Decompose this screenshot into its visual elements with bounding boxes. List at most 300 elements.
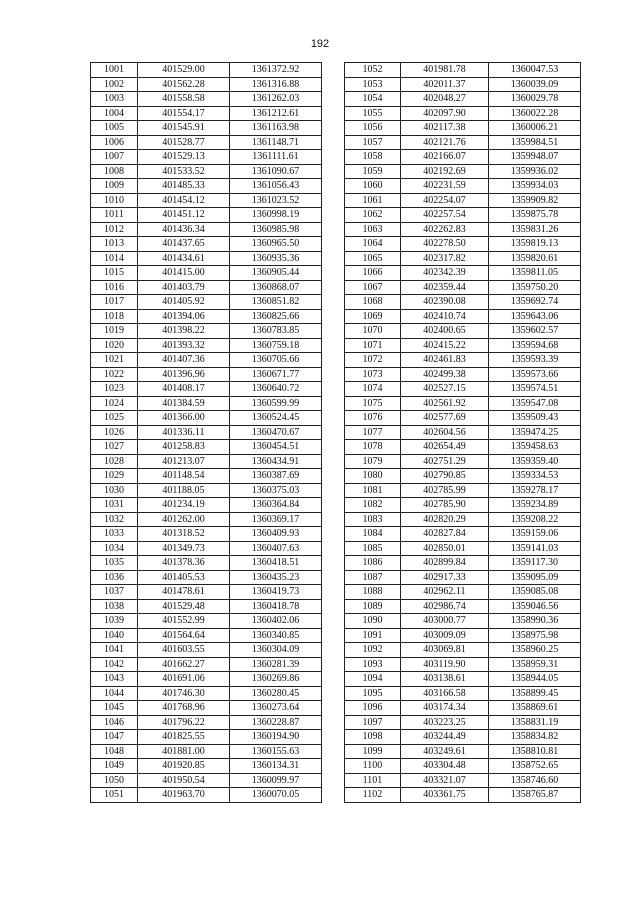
table-row <box>91 556 322 571</box>
table-row <box>91 686 322 701</box>
table-row <box>91 599 322 614</box>
point-number-cell: 1066 <box>345 266 401 281</box>
table-row <box>91 585 322 600</box>
point-number-cell: 1001 <box>91 63 138 78</box>
point-number-cell: 1062 <box>345 208 401 223</box>
point-number-cell: 1086 <box>345 556 401 571</box>
table-row <box>345 179 581 194</box>
table-row <box>345 440 581 455</box>
x-coordinate-cell: 402827.84 <box>401 527 489 542</box>
table-row <box>91 527 322 542</box>
point-number-cell: 1089 <box>345 599 401 614</box>
point-number-cell: 1070 <box>345 324 401 339</box>
y-coordinate-cell: 1360435.23 <box>230 570 322 585</box>
table-row <box>345 121 581 136</box>
table-row <box>91 92 322 107</box>
x-coordinate-cell: 403166.58 <box>401 686 489 701</box>
y-coordinate-cell: 1359159.06 <box>489 527 581 542</box>
y-coordinate-cell: 1360419.73 <box>230 585 322 600</box>
table-row <box>345 628 581 643</box>
y-coordinate-cell: 1360070.05 <box>230 788 322 803</box>
point-number-cell: 1047 <box>91 730 138 745</box>
y-coordinate-cell: 1360155.63 <box>230 744 322 759</box>
table-row <box>345 730 581 745</box>
point-number-cell: 1092 <box>345 643 401 658</box>
y-coordinate-cell: 1359474.25 <box>489 425 581 440</box>
x-coordinate-cell: 402899.84 <box>401 556 489 571</box>
table-row <box>91 454 322 469</box>
point-number-cell: 1024 <box>91 396 138 411</box>
y-coordinate-cell: 1359934.03 <box>489 179 581 194</box>
point-number-cell: 1056 <box>345 121 401 136</box>
point-number-cell: 1019 <box>91 324 138 339</box>
table-row <box>345 208 581 223</box>
table-row <box>91 469 322 484</box>
table-row <box>345 382 581 397</box>
x-coordinate-cell: 401796.22 <box>138 715 230 730</box>
x-coordinate-cell: 401213.07 <box>138 454 230 469</box>
y-coordinate-cell: 1361212.61 <box>230 106 322 121</box>
table-row <box>91 164 322 179</box>
x-coordinate-cell: 401407.36 <box>138 353 230 368</box>
y-coordinate-cell: 1358752.65 <box>489 759 581 774</box>
coordinates-table-left <box>90 62 322 803</box>
y-coordinate-cell: 1360935.36 <box>230 251 322 266</box>
table-row <box>91 614 322 629</box>
y-coordinate-cell: 1360985.98 <box>230 222 322 237</box>
table-row <box>345 512 581 527</box>
y-coordinate-cell: 1359984.51 <box>489 135 581 150</box>
point-number-cell: 1042 <box>91 657 138 672</box>
point-number-cell: 1049 <box>91 759 138 774</box>
x-coordinate-cell: 401528.77 <box>138 135 230 150</box>
y-coordinate-cell: 1360905.44 <box>230 266 322 281</box>
x-coordinate-cell: 402400.65 <box>401 324 489 339</box>
table-row <box>91 773 322 788</box>
table-row <box>345 367 581 382</box>
y-coordinate-cell: 1360868.07 <box>230 280 322 295</box>
y-coordinate-cell: 1359117.30 <box>489 556 581 571</box>
table-row <box>345 773 581 788</box>
x-coordinate-cell: 402986.74 <box>401 599 489 614</box>
point-number-cell: 1012 <box>91 222 138 237</box>
y-coordinate-cell: 1360454.51 <box>230 440 322 455</box>
table-row <box>345 266 581 281</box>
x-coordinate-cell: 401405.92 <box>138 295 230 310</box>
x-coordinate-cell: 402254.07 <box>401 193 489 208</box>
point-number-cell: 1006 <box>91 135 138 150</box>
y-coordinate-cell: 1359819.13 <box>489 237 581 252</box>
x-coordinate-cell: 401454.12 <box>138 193 230 208</box>
point-number-cell: 1074 <box>345 382 401 397</box>
y-coordinate-cell: 1361262.03 <box>230 92 322 107</box>
y-coordinate-cell: 1358869.61 <box>489 701 581 716</box>
x-coordinate-cell: 402097.90 <box>401 106 489 121</box>
y-coordinate-cell: 1360851.82 <box>230 295 322 310</box>
table-row <box>91 280 322 295</box>
y-coordinate-cell: 1359208.22 <box>489 512 581 527</box>
y-coordinate-cell: 1360409.93 <box>230 527 322 542</box>
point-number-cell: 1095 <box>345 686 401 701</box>
table-row <box>91 788 322 803</box>
x-coordinate-cell: 403321.07 <box>401 773 489 788</box>
y-coordinate-cell: 1360759.18 <box>230 338 322 353</box>
point-number-cell: 1094 <box>345 672 401 687</box>
y-coordinate-cell: 1359831.26 <box>489 222 581 237</box>
y-coordinate-cell: 1360418.78 <box>230 599 322 614</box>
point-number-cell: 1088 <box>345 585 401 600</box>
point-number-cell: 1096 <box>345 701 401 716</box>
point-number-cell: 1020 <box>91 338 138 353</box>
point-number-cell: 1097 <box>345 715 401 730</box>
table-row <box>91 730 322 745</box>
point-number-cell: 1087 <box>345 570 401 585</box>
table-row <box>345 570 581 585</box>
point-number-cell: 1067 <box>345 280 401 295</box>
y-coordinate-cell: 1359820.61 <box>489 251 581 266</box>
x-coordinate-cell: 401529.13 <box>138 150 230 165</box>
point-number-cell: 1079 <box>345 454 401 469</box>
y-coordinate-cell: 1360039.09 <box>489 77 581 92</box>
table-row <box>345 324 581 339</box>
y-coordinate-cell: 1358765.87 <box>489 788 581 803</box>
point-number-cell: 1099 <box>345 744 401 759</box>
point-number-cell: 1015 <box>91 266 138 281</box>
y-coordinate-cell: 1360047.53 <box>489 63 581 78</box>
y-coordinate-cell: 1360402.06 <box>230 614 322 629</box>
x-coordinate-cell: 403138.61 <box>401 672 489 687</box>
x-coordinate-cell: 401366.00 <box>138 411 230 426</box>
x-coordinate-cell: 402499.38 <box>401 367 489 382</box>
point-number-cell: 1060 <box>345 179 401 194</box>
y-coordinate-cell: 1361372.92 <box>230 63 322 78</box>
x-coordinate-cell: 401336.11 <box>138 425 230 440</box>
point-number-cell: 1101 <box>345 773 401 788</box>
table-row <box>345 251 581 266</box>
y-coordinate-cell: 1360364.84 <box>230 498 322 513</box>
point-number-cell: 1057 <box>345 135 401 150</box>
x-coordinate-cell: 401603.55 <box>138 643 230 658</box>
x-coordinate-cell: 401394.06 <box>138 309 230 324</box>
table-row <box>91 295 322 310</box>
y-coordinate-cell: 1359095.09 <box>489 570 581 585</box>
table-row <box>345 585 581 600</box>
table-row <box>91 541 322 556</box>
y-coordinate-cell: 1359936.02 <box>489 164 581 179</box>
table-row <box>91 309 322 324</box>
table-row <box>91 759 322 774</box>
table-row <box>345 744 581 759</box>
x-coordinate-cell: 403000.77 <box>401 614 489 629</box>
point-number-cell: 1085 <box>345 541 401 556</box>
x-coordinate-cell: 401262.00 <box>138 512 230 527</box>
point-number-cell: 1039 <box>91 614 138 629</box>
table-row <box>91 498 322 513</box>
x-coordinate-cell: 403069.81 <box>401 643 489 658</box>
y-coordinate-cell: 1358899.45 <box>489 686 581 701</box>
point-number-cell: 1040 <box>91 628 138 643</box>
y-coordinate-cell: 1359909.82 <box>489 193 581 208</box>
x-coordinate-cell: 402192.69 <box>401 164 489 179</box>
point-number-cell: 1003 <box>91 92 138 107</box>
table-row <box>91 121 322 136</box>
point-number-cell: 1025 <box>91 411 138 426</box>
x-coordinate-cell: 402654.49 <box>401 440 489 455</box>
point-number-cell: 1016 <box>91 280 138 295</box>
x-coordinate-cell: 402166.07 <box>401 150 489 165</box>
point-number-cell: 1076 <box>345 411 401 426</box>
point-number-cell: 1017 <box>91 295 138 310</box>
y-coordinate-cell: 1360022.28 <box>489 106 581 121</box>
table-row <box>345 614 581 629</box>
point-number-cell: 1102 <box>345 788 401 803</box>
y-coordinate-cell: 1361023.52 <box>230 193 322 208</box>
point-number-cell: 1080 <box>345 469 401 484</box>
x-coordinate-cell: 401485.33 <box>138 179 230 194</box>
table-row <box>91 657 322 672</box>
y-coordinate-cell: 1359458.63 <box>489 440 581 455</box>
point-number-cell: 1008 <box>91 164 138 179</box>
table-row <box>91 672 322 687</box>
x-coordinate-cell: 402527.15 <box>401 382 489 397</box>
table-row <box>345 672 581 687</box>
x-coordinate-cell: 401258.83 <box>138 440 230 455</box>
x-coordinate-cell: 401393.32 <box>138 338 230 353</box>
y-coordinate-cell: 1359046.56 <box>489 599 581 614</box>
table-row <box>91 222 322 237</box>
table-row <box>91 324 322 339</box>
table-row <box>345 353 581 368</box>
y-coordinate-cell: 1358959.31 <box>489 657 581 672</box>
table-row <box>345 483 581 498</box>
table-row <box>91 628 322 643</box>
x-coordinate-cell: 401981.78 <box>401 63 489 78</box>
y-coordinate-cell: 1360470.67 <box>230 425 322 440</box>
x-coordinate-cell: 401554.17 <box>138 106 230 121</box>
table-row <box>91 353 322 368</box>
point-number-cell: 1028 <box>91 454 138 469</box>
table-row <box>91 266 322 281</box>
x-coordinate-cell: 402785.90 <box>401 498 489 513</box>
x-coordinate-cell: 402751.29 <box>401 454 489 469</box>
table-row <box>345 280 581 295</box>
table-row <box>345 788 581 803</box>
x-coordinate-cell: 401384.59 <box>138 396 230 411</box>
x-coordinate-cell: 402461.83 <box>401 353 489 368</box>
point-number-cell: 1054 <box>345 92 401 107</box>
table-row <box>91 367 322 382</box>
table-row <box>91 701 322 716</box>
y-coordinate-cell: 1360705.66 <box>230 353 322 368</box>
x-coordinate-cell: 402962.11 <box>401 585 489 600</box>
table-row <box>345 193 581 208</box>
table-row <box>345 396 581 411</box>
table-row <box>91 643 322 658</box>
table-row <box>345 599 581 614</box>
y-coordinate-cell: 1358960.25 <box>489 643 581 658</box>
table-row <box>345 686 581 701</box>
table-row <box>91 135 322 150</box>
x-coordinate-cell: 401408.17 <box>138 382 230 397</box>
x-coordinate-cell: 401533.52 <box>138 164 230 179</box>
y-coordinate-cell: 1360783.85 <box>230 324 322 339</box>
point-number-cell: 1048 <box>91 744 138 759</box>
y-coordinate-cell: 1359234.89 <box>489 498 581 513</box>
point-number-cell: 1077 <box>345 425 401 440</box>
y-coordinate-cell: 1359692.74 <box>489 295 581 310</box>
y-coordinate-cell: 1359574.51 <box>489 382 581 397</box>
y-coordinate-cell: 1358975.98 <box>489 628 581 643</box>
y-coordinate-cell: 1360524.45 <box>230 411 322 426</box>
table-row <box>345 92 581 107</box>
x-coordinate-cell: 401148.54 <box>138 469 230 484</box>
y-coordinate-cell: 1360599.99 <box>230 396 322 411</box>
x-coordinate-cell: 402604.56 <box>401 425 489 440</box>
x-coordinate-cell: 402121.76 <box>401 135 489 150</box>
table-row <box>91 396 322 411</box>
point-number-cell: 1093 <box>345 657 401 672</box>
x-coordinate-cell: 403304.48 <box>401 759 489 774</box>
point-number-cell: 1058 <box>345 150 401 165</box>
table-row <box>91 744 322 759</box>
point-number-cell: 1029 <box>91 469 138 484</box>
y-coordinate-cell: 1360418.51 <box>230 556 322 571</box>
point-number-cell: 1059 <box>345 164 401 179</box>
x-coordinate-cell: 402342.39 <box>401 266 489 281</box>
table-row <box>345 63 581 78</box>
x-coordinate-cell: 402917.33 <box>401 570 489 585</box>
point-number-cell: 1005 <box>91 121 138 136</box>
x-coordinate-cell: 401963.70 <box>138 788 230 803</box>
point-number-cell: 1011 <box>91 208 138 223</box>
y-coordinate-cell: 1360998.19 <box>230 208 322 223</box>
x-coordinate-cell: 401825.55 <box>138 730 230 745</box>
y-coordinate-cell: 1359750.20 <box>489 280 581 295</box>
x-coordinate-cell: 401562.28 <box>138 77 230 92</box>
y-coordinate-cell: 1359509.43 <box>489 411 581 426</box>
y-coordinate-cell: 1360273.64 <box>230 701 322 716</box>
y-coordinate-cell: 1360434.91 <box>230 454 322 469</box>
x-coordinate-cell: 402410.74 <box>401 309 489 324</box>
point-number-cell: 1046 <box>91 715 138 730</box>
x-coordinate-cell: 403361.75 <box>401 788 489 803</box>
x-coordinate-cell: 403249.61 <box>401 744 489 759</box>
table-row <box>345 498 581 513</box>
x-coordinate-cell: 401451.12 <box>138 208 230 223</box>
x-coordinate-cell: 402577.69 <box>401 411 489 426</box>
point-number-cell: 1065 <box>345 251 401 266</box>
point-number-cell: 1063 <box>345 222 401 237</box>
y-coordinate-cell: 1359547.08 <box>489 396 581 411</box>
x-coordinate-cell: 401558.58 <box>138 92 230 107</box>
table-row <box>345 237 581 252</box>
table-row <box>345 541 581 556</box>
x-coordinate-cell: 402262.83 <box>401 222 489 237</box>
point-number-cell: 1073 <box>345 367 401 382</box>
y-coordinate-cell: 1359594.68 <box>489 338 581 353</box>
x-coordinate-cell: 402117.38 <box>401 121 489 136</box>
point-number-cell: 1082 <box>345 498 401 513</box>
table-row <box>91 570 322 585</box>
y-coordinate-cell: 1360825.66 <box>230 309 322 324</box>
point-number-cell: 1034 <box>91 541 138 556</box>
x-coordinate-cell: 401188.05 <box>138 483 230 498</box>
y-coordinate-cell: 1360407.63 <box>230 541 322 556</box>
point-number-cell: 1009 <box>91 179 138 194</box>
x-coordinate-cell: 401950.54 <box>138 773 230 788</box>
point-number-cell: 1069 <box>345 309 401 324</box>
x-coordinate-cell: 402850.01 <box>401 541 489 556</box>
point-number-cell: 1084 <box>345 527 401 542</box>
x-coordinate-cell: 402278.50 <box>401 237 489 252</box>
y-coordinate-cell: 1358944.05 <box>489 672 581 687</box>
x-coordinate-cell: 403119.90 <box>401 657 489 672</box>
table-row <box>91 208 322 223</box>
table-row <box>345 657 581 672</box>
point-number-cell: 1045 <box>91 701 138 716</box>
point-number-cell: 1026 <box>91 425 138 440</box>
table-row <box>345 643 581 658</box>
point-number-cell: 1043 <box>91 672 138 687</box>
table-row <box>345 164 581 179</box>
table-row <box>345 701 581 716</box>
y-coordinate-cell: 1359643.06 <box>489 309 581 324</box>
table-row <box>91 382 322 397</box>
x-coordinate-cell: 401234.19 <box>138 498 230 513</box>
x-coordinate-cell: 401746.30 <box>138 686 230 701</box>
x-coordinate-cell: 401552.99 <box>138 614 230 629</box>
y-coordinate-cell: 1360340.85 <box>230 628 322 643</box>
x-coordinate-cell: 402231.59 <box>401 179 489 194</box>
point-number-cell: 1090 <box>345 614 401 629</box>
y-coordinate-cell: 1360671.77 <box>230 367 322 382</box>
table-row <box>345 135 581 150</box>
point-number-cell: 1030 <box>91 483 138 498</box>
table-row <box>91 179 322 194</box>
table-row <box>91 63 322 78</box>
y-coordinate-cell: 1360099.97 <box>230 773 322 788</box>
point-number-cell: 1035 <box>91 556 138 571</box>
x-coordinate-cell: 402317.82 <box>401 251 489 266</box>
table-row <box>345 106 581 121</box>
point-number-cell: 1022 <box>91 367 138 382</box>
y-coordinate-cell: 1359875.78 <box>489 208 581 223</box>
y-coordinate-cell: 1359278.17 <box>489 483 581 498</box>
y-coordinate-cell: 1361163.98 <box>230 121 322 136</box>
table-row <box>345 556 581 571</box>
table-row <box>91 425 322 440</box>
point-number-cell: 1100 <box>345 759 401 774</box>
point-number-cell: 1013 <box>91 237 138 252</box>
x-coordinate-cell: 401920.85 <box>138 759 230 774</box>
y-coordinate-cell: 1360304.09 <box>230 643 322 658</box>
x-coordinate-cell: 403244.49 <box>401 730 489 745</box>
point-number-cell: 1044 <box>91 686 138 701</box>
x-coordinate-cell: 401881.00 <box>138 744 230 759</box>
point-number-cell: 1053 <box>345 77 401 92</box>
table-row <box>345 759 581 774</box>
point-number-cell: 1014 <box>91 251 138 266</box>
x-coordinate-cell: 403174.34 <box>401 701 489 716</box>
y-coordinate-cell: 1360228.87 <box>230 715 322 730</box>
table-row <box>91 440 322 455</box>
x-coordinate-cell: 401662.27 <box>138 657 230 672</box>
y-coordinate-cell: 1359573.66 <box>489 367 581 382</box>
point-number-cell: 1041 <box>91 643 138 658</box>
x-coordinate-cell: 401437.65 <box>138 237 230 252</box>
y-coordinate-cell: 1358990.36 <box>489 614 581 629</box>
y-coordinate-cell: 1361111.61 <box>230 150 322 165</box>
